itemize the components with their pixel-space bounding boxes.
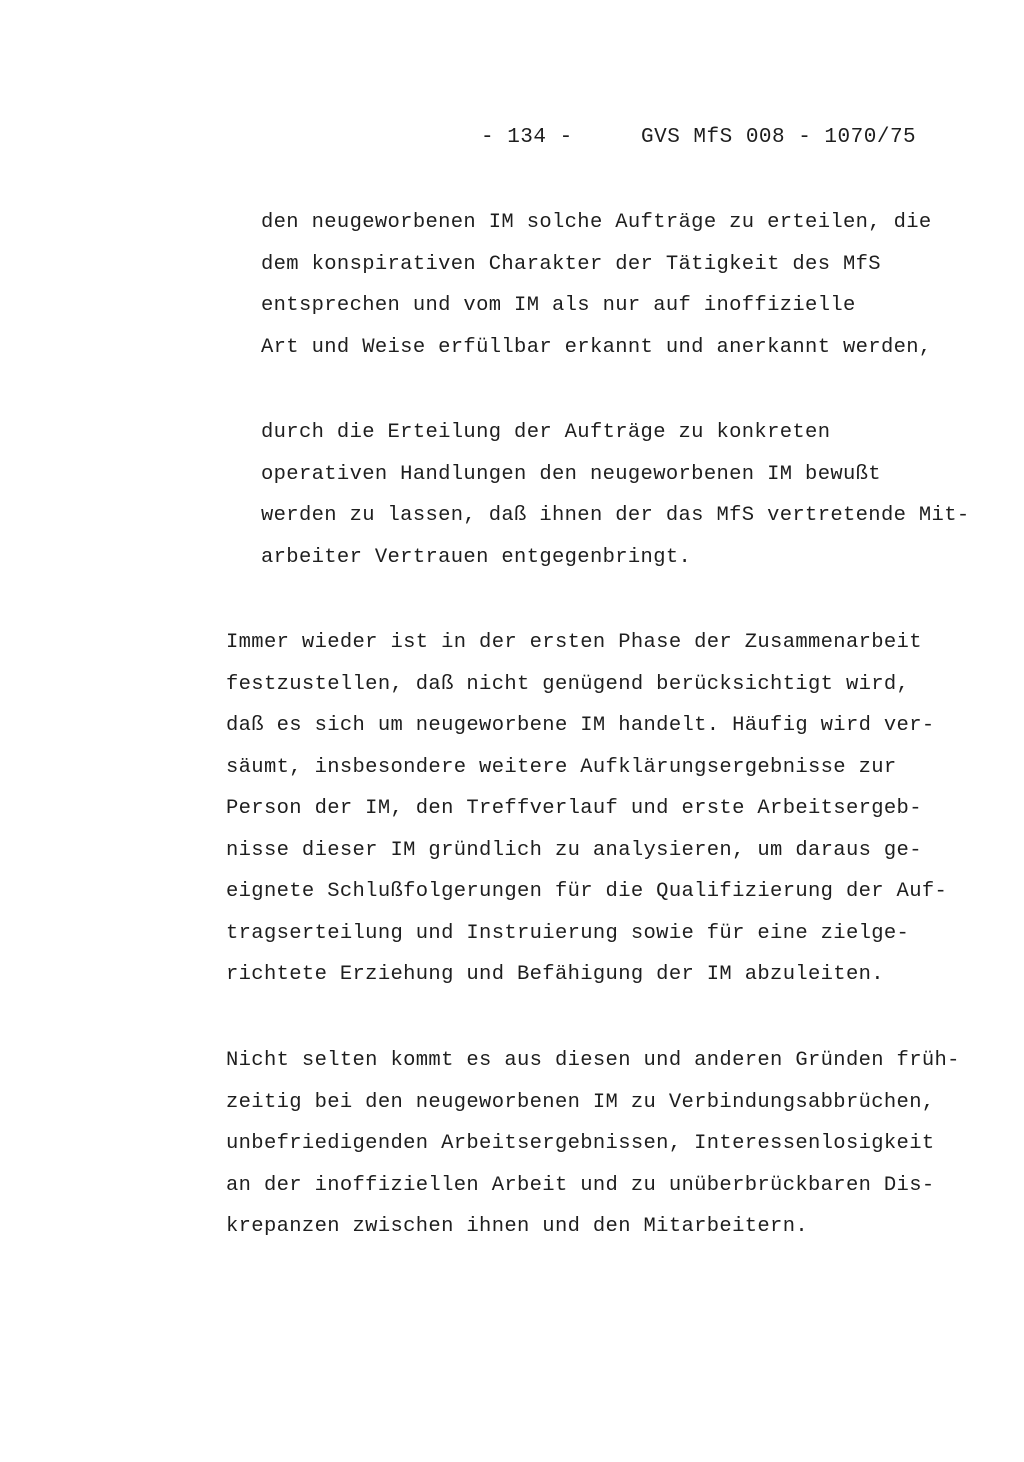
text-line: unbefriedigenden Arbeitsergebnissen, Interessenlosigkeit — [226, 1132, 935, 1155]
indented-text-block — [261, 412, 1001, 578]
text-line: operativen Handlungen den neugeworbenen IM bewußt — [261, 462, 881, 486]
document-reference: GVS MfS 008 - 1070/75 — [641, 126, 917, 149]
text-line: werden zu lassen, daß ihnen der das MfS vertretende Mit- — [261, 504, 970, 527]
text-line: den neugeworbenen IM solche Aufträge zu erteilen, die — [261, 211, 932, 234]
text-line: Immer wieder ist in der ersten Phase der Zusammenarbeit — [226, 631, 922, 654]
body-paragraph — [226, 622, 1001, 996]
text-line: Art und Weise erfüllbar erkannt und anerkannt werden, — [261, 335, 932, 359]
text-line: arbeiter Vertrauen entgegenbringt. — [261, 545, 692, 569]
page-header — [0, 126, 1024, 156]
text-line: richtete Erziehung und Befähigung der IM abzuleiten. — [226, 963, 884, 986]
text-line: entsprechen und vom IM als nur auf inoffizielle — [261, 294, 856, 317]
body-paragraph — [226, 1040, 1001, 1248]
text-line: Person der IM, den Treffverlauf und erste Arbeitsergeb- — [226, 797, 922, 820]
text-line: Nicht selten kommt es aus diesen und anderen Gründen früh- — [226, 1049, 960, 1072]
text-line: tragserteilung und Instruierung sowie für eine zielge- — [226, 921, 910, 945]
text-line: festzustellen, daß nicht genügend berücksichtigt wird, — [226, 672, 910, 696]
text-line: daß es sich um neugeworbene IM handelt. Häufig wird ver- — [226, 714, 935, 737]
text-line: krepanzen zwischen ihnen und den Mitarbeitern. — [226, 1215, 808, 1238]
indented-text-block — [261, 202, 1001, 368]
text-line: eignete Schlußfolgerungen für die Qualifizierung der Auf- — [226, 880, 948, 903]
text-line: an der inoffiziellen Arbeit und zu unüberbrückbaren Dis- — [226, 1173, 935, 1197]
text-line: säumt, insbesondere weitere Aufklärungsergebnisse zur — [226, 755, 897, 779]
text-line: nisse dieser IM gründlich zu analysieren, um daraus ge- — [226, 838, 922, 862]
text-line: zeitig bei den neugeworbenen IM zu Verbindungsabbrüchen, — [226, 1090, 935, 1114]
text-line: dem konspirativen Charakter der Tätigkeit des MfS — [261, 252, 881, 276]
page-number: - 134 - — [481, 126, 573, 149]
text-line: durch die Erteilung der Aufträge zu konkreten — [261, 421, 831, 444]
